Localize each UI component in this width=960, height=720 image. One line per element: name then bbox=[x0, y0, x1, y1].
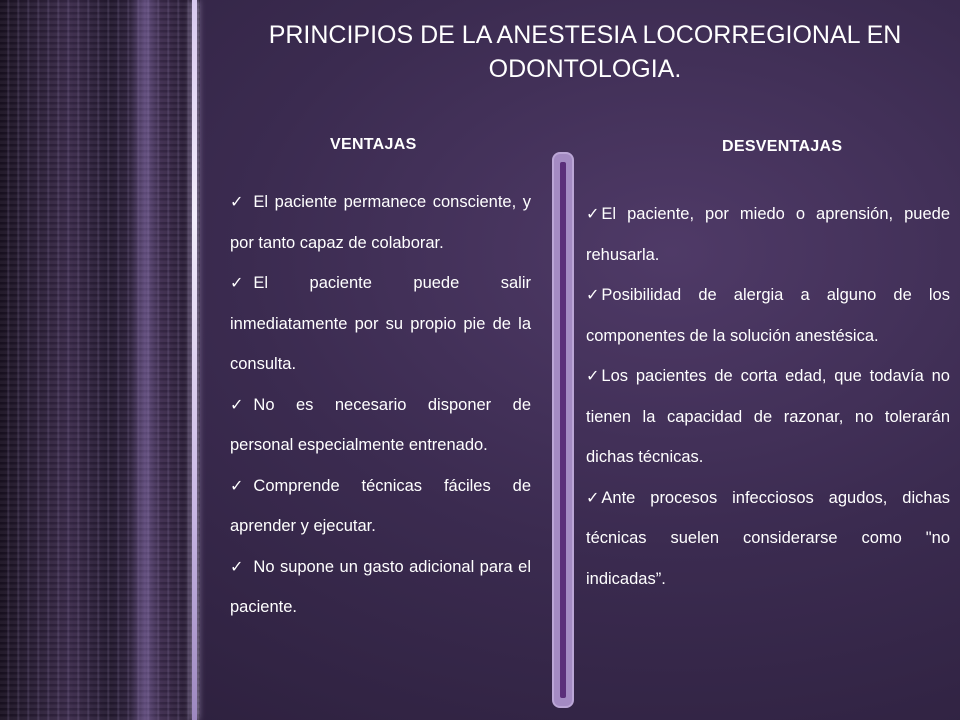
column-divider bbox=[552, 152, 574, 708]
desventajas-list bbox=[586, 194, 950, 599]
check-mark-icon: ✓ bbox=[230, 394, 244, 414]
list-item bbox=[230, 263, 531, 385]
list-item-text: Comprende técnicas fáciles de aprender y ejecutar. bbox=[230, 476, 531, 535]
list-item bbox=[586, 356, 950, 478]
check-mark-icon: ✓ bbox=[586, 285, 600, 304]
side-band-bright-line bbox=[192, 0, 197, 720]
check-mark-icon: ✓ bbox=[230, 273, 244, 292]
check-mark-icon: ✓ bbox=[230, 192, 244, 211]
decorative-side-band bbox=[0, 0, 200, 720]
slide-title: PRINCIPIOS DE LA ANESTESIA LOCORREGIONAL EN ODONTOLOGIA. bbox=[268, 21, 902, 83]
side-band-glow bbox=[130, 0, 160, 720]
check-mark-icon: ✓ bbox=[586, 366, 600, 385]
list-item-text: No es necesario disponer de personal especialmente entrenado. bbox=[230, 395, 531, 454]
list-item-text: No supone un gasto adicional para el paciente. bbox=[230, 557, 531, 616]
column-divider-inner bbox=[560, 162, 566, 698]
list-item bbox=[230, 385, 531, 466]
check-mark-icon: ✓ bbox=[230, 556, 244, 576]
list-item bbox=[230, 466, 531, 547]
check-mark-icon: ✓ bbox=[586, 487, 600, 507]
list-item-text: Los pacientes de corta edad, que todavía no tienen la capacidad de razonar, no tolerarán dichas técnicas. bbox=[586, 367, 950, 466]
list-item-text: El paciente puede salir inmediatamente por su propio pie de la consulta. bbox=[230, 274, 531, 373]
list-item bbox=[586, 275, 950, 356]
list-item bbox=[586, 478, 950, 600]
ventajas-list bbox=[230, 182, 531, 628]
list-item-text: Posibilidad de alergia a alguno de los componentes de la solución anestésica. bbox=[586, 286, 950, 345]
check-mark-icon: ✓ bbox=[586, 204, 600, 223]
list-item bbox=[230, 547, 531, 628]
desventajas-heading: DESVENTAJAS bbox=[722, 138, 843, 155]
list-item-text: El paciente permanece consciente, y por tanto capaz de colaborar. bbox=[230, 193, 531, 252]
check-mark-icon: ✓ bbox=[230, 475, 244, 495]
list-item bbox=[230, 182, 531, 263]
list-item bbox=[586, 194, 950, 275]
ventajas-heading: VENTAJAS bbox=[330, 136, 417, 153]
list-item-text: El paciente, por miedo o aprensión, puede rehusarla. bbox=[586, 205, 950, 264]
list-item-text: Ante procesos infecciosos agudos, dichas técnicas suelen considerarse como "no indicadas”. bbox=[586, 488, 950, 588]
